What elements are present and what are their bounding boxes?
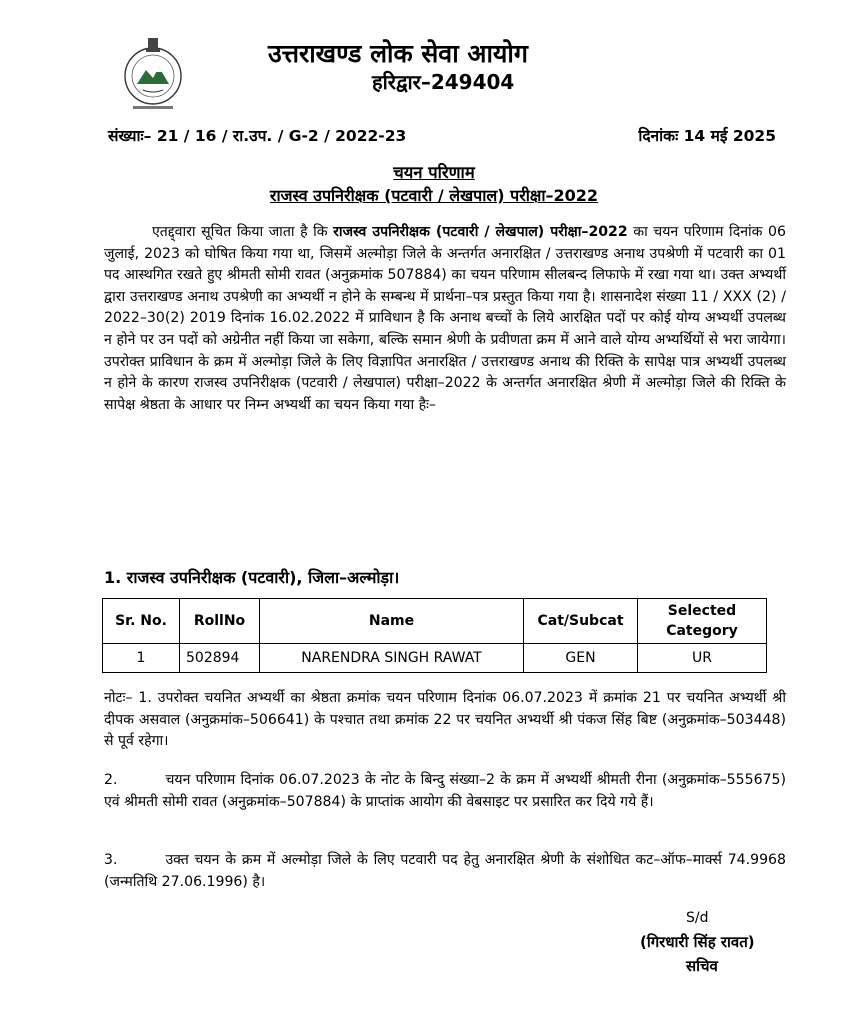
column-header-sr-no: Sr. No. [103,599,180,644]
document-subtitle: राजस्व उपनिरीक्षक (पटवारी / लेखपाल) परीक्षा–2022 [269,186,599,205]
cell-roll-no: 502894 [180,644,260,673]
reference-number: संख्याः– 21 / 16 / रा.उप. / G-2 / 2022-23 [108,127,407,145]
signatory-name: (गिरधारी सिंह रावत) [640,933,755,951]
note-2 [104,770,786,813]
cell-name: NARENDRA SINGH RAWAT [260,644,524,673]
signed-mark: S/d [686,910,709,926]
paragraph-text: का चयन परिणाम दिनांक 06 जुलाई, 2023 को घोषित किया गया था, जिसमें अल्मोड़ा जिले के अन्तर्गत अनारक्षित / उत्तराखण्ड अनाथ उपश्रेणी में पटवारी का 01 पद आस्थगित रखते हुए श्रीमती सोमी रावत (अनुक्रमांक 507884) का चयन परिणाम सीलबन्द लिफाफे में रखा गया था। उक्त अभ्यर्थी द्वारा उत्तराखण्ड अनाथ उपश्रेणी का अभ्यर्थी न होने के सम्बन्ध में प्रार्थना–पत्र प्रस्तुत किया गया है। शासनादेश संख्या 11 / XXX (2) / 2022–30(2) 2019 दिनांक 16.02.2022 में प्राविधान है कि अनाथ बच्चों के लिये आरक्षित पदों पर कोई योग्य अभ्यर्थी उपलब्ध न होने पर उन पदों को अग्रेनीत नहीं किया जा सकेगा, बल्कि समान श्रेणी के प्रवीणता क्रम में आने वाले योग्य अभ्यर्थियों से भरा जायेगा। उपरोक्त प्राविधान के क्रम में अल्मोड़ा जिले के लिए विज्ञापित अनारक्षित / उत्तराखण्ड अनाथ की रिक्ति के सापेक्ष पात्र अभ्यर्थी उपलब्ध न होने के कारण राजस्व उपनिरीक्षक (पटवारी / लेखपाल) परीक्षा–2022 के अन्तर्गत अनारक्षित श्रेणी में अल्मोड़ा जिले की रिक्ति के सापेक्ष श्रेष्ठता के आधार पर निम्न अभ्यर्थी का चयन किया गया हैः– [104,224,786,413]
table-row [103,644,767,673]
note-3-text: उक्त चयन के क्रम में अल्मोड़ा जिले के लिए पटवारी पद हेतु अनारक्षित श्रेणी के संशोधित कट–ऑफ–मार्क्स 74.9968 (जन्मतिथि 27.06.1996) है। [104,852,786,890]
organization-name: उत्तराखण्ड लोक सेवा आयोग [268,39,528,68]
exam-name: राजस्व उपनिरीक्षक (पटवारी / लेखपाल) परीक्षा–2022 [333,224,628,240]
note-2-number: 2. [104,772,118,788]
note-2-text: चयन परिणाम दिनांक 06.07.2023 के नोट के बिन्दु संख्या–2 के क्रम में अभ्यर्थी श्रीमती रीना (अनुक्रमांक–555675) एवं श्रीमती सोमी रावत (अनुक्रमांक–507884) के प्राप्तांक आयोग की वेबसाइट पर प्रसारित कर दिये गये हैं। [104,772,786,810]
note-1: नोटः– 1. उपरोक्त चयनित अभ्यर्थी का श्रेष्ठता क्रमांक चयन परिणाम दिनांक 06.07.2023 में क्रमांक 21 पर चयनित अभ्यर्थी श्री दीपक असवाल (अनुक्रमांक–506641) के पश्चात तथा क्रमांक 22 पर चयनित अभ्यर्थी श्री पंकज सिंह बिष्ट (अनुक्रमांक–503448) से पूर्व रहेगा। [104,690,786,750]
column-header-name: Name [260,599,524,644]
column-header-selected-category: Selected Category [638,599,767,644]
cell-sr-no: 1 [103,644,180,673]
cell-category: GEN [524,644,638,673]
organization-address: हरिद्वार–249404 [372,70,515,94]
document-date: दिनांकः 14 मई 2025 [638,127,776,145]
signatory-designation: सचिव [686,957,718,975]
column-header-category: Cat/Subcat [524,599,638,644]
paragraph-intro: एतद्द्वारा सूचित किया जाता है कि [152,224,334,240]
document-title: चयन परिणाम [393,163,475,182]
note-3-number: 3. [104,852,118,868]
column-header-roll-no: RollNo [180,599,260,644]
table-header-row [103,599,767,644]
cell-selected-category: UR [638,644,767,673]
note-3 [104,850,786,893]
body-paragraph [104,222,786,416]
commission-emblem-icon [113,34,193,114]
result-table [102,598,767,673]
section-heading: 1. राजस्व उपनिरीक्षक (पटवारी), जिला–अल्मोड़ा। [104,568,400,587]
